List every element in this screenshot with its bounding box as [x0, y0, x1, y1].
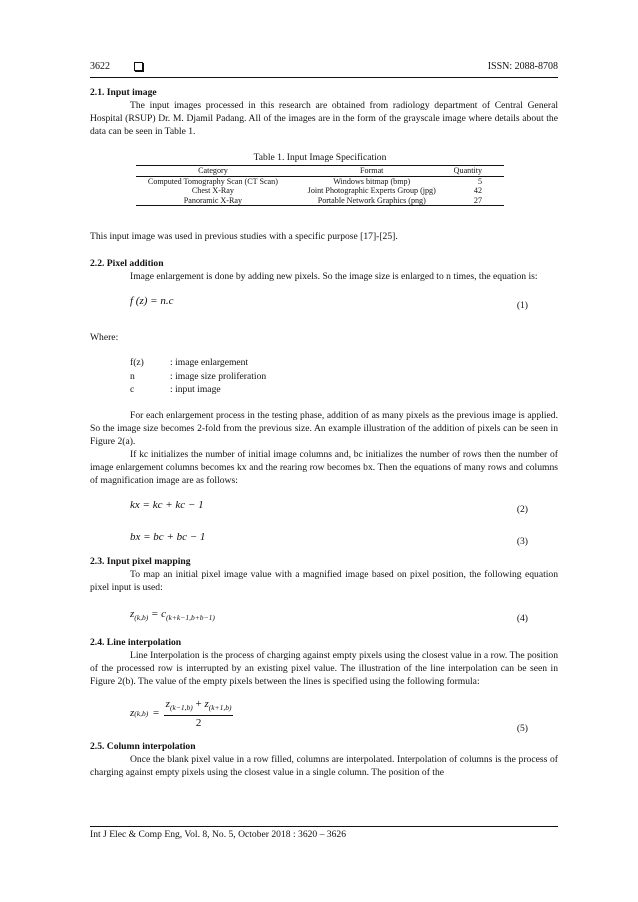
equation-number: (1) — [516, 300, 528, 312]
definition-symbol: c — [130, 384, 135, 396]
equation-2 — [90, 495, 558, 521]
table-row — [136, 196, 504, 206]
equation-5 — [90, 696, 558, 738]
equation-subscript: (k,b) — [134, 709, 149, 719]
table-cell: Panoramic X-Ray — [136, 196, 290, 206]
equation-4 — [90, 604, 558, 630]
paragraph: Line Interpolation is the process of charging against empty pixels using the closest value in a row. The position of the processed row is interrupted by an existing pixel value. The illustration of the line interpolation can be seen in Figure 2(b). The value of the empty pixels between the lines is specified using the following formula: — [90, 649, 558, 687]
equation-symbol: + — [192, 697, 205, 710]
table-caption: Table 1. Input Image Specification — [253, 152, 387, 163]
table-header-row — [136, 166, 504, 177]
table-1 — [136, 152, 504, 206]
paragraph: This input image was used in previous studies with a specific purpose [17]-[25]. — [90, 231, 398, 243]
column-header: Quantity — [454, 166, 504, 177]
equation-symbol: z — [130, 607, 135, 620]
table-cell: 5 — [477, 176, 482, 186]
paragraph: Image enlargement is done by adding new pixels. So the image size is enlarged to n times, the equation is: — [130, 271, 538, 283]
definition-row — [130, 356, 558, 370]
paragraph: The input images processed in this research are obtained from radiology department of Central General Hospital (RSUP) Dr. M. Djamil Padang. All of the images are in the form of the grayscale image where details about the data can be seen in Table 1. — [90, 100, 558, 137]
equation-symbol: = c — [150, 607, 167, 620]
header-divider — [90, 77, 558, 78]
fraction-denominator: 2 — [195, 717, 202, 730]
equation-1 — [90, 291, 558, 317]
where-label: Where: — [90, 332, 119, 344]
table-cell: Portable Network Graphics (png) — [290, 196, 454, 206]
equation-symbol: = — [152, 707, 160, 720]
footer-divider — [90, 826, 558, 827]
definition-symbol: f(z) — [130, 357, 144, 369]
equation-subscript: (k−1,b) — [169, 703, 193, 713]
section-heading-column-interpolation: 2.5. Column interpolation — [90, 740, 196, 752]
definition-list — [130, 356, 558, 397]
equation-expression — [130, 608, 215, 624]
column-header: Category — [136, 166, 290, 177]
spec-table — [136, 165, 504, 206]
page-footer: Int J Elec & Comp Eng, Vol. 8, No. 5, October 2018 : 3620 – 3626 — [90, 829, 346, 840]
table-cell: Joint Photographic Experts Group (jpg) — [307, 186, 436, 196]
column-header: Format — [290, 166, 454, 177]
paragraph: Once the blank pixel value in a row filled, columns are interpolated. Interpolation of columns is the process of charging against empty pixels using the closest value in a single column. The position of the — [90, 753, 558, 778]
equation-symbol: z — [165, 697, 170, 710]
section-heading-input-image: 2.1. Input image — [90, 87, 157, 98]
paragraph: To map an initial pixel image value with a magnified image based on pixel position, the following equation pixel input is used: — [90, 568, 558, 593]
table-cell: 27 — [454, 196, 504, 206]
equation-subscript: (k+k−1,b+b−1) — [166, 613, 215, 623]
definition-row — [130, 383, 558, 397]
equation-subscript: (k+1,b) — [208, 703, 232, 713]
fraction-numerator — [164, 698, 234, 716]
table-row — [136, 186, 504, 196]
equation-expression: bx = bc + bc − 1 — [130, 530, 206, 543]
equation-number: (2) — [516, 503, 528, 515]
equation-fraction — [164, 698, 234, 730]
equation-subscript: (k,b) — [134, 613, 149, 623]
equation-symbol: z — [204, 697, 209, 710]
paragraph: If kc initializes the number of initial image columns and, bc initializes the number of rows then the number of image enlargement columns becomes kx and the rearing row becomes bx. Then the equations of many rows and columns of magnification image are as follows: — [90, 448, 558, 486]
table-cell: Windows bitmap (bmp) — [333, 176, 411, 186]
equation-expression: kx = kc + kc − 1 — [130, 498, 204, 511]
section-heading-line-interpolation: 2.4. Line interpolation — [90, 636, 182, 648]
equation-expression — [130, 698, 233, 730]
equation-expression: f (z) = n.c — [130, 295, 174, 308]
issn-label: ISSN: 2088-8708 — [487, 61, 558, 72]
definition-text: : image size proliferation — [170, 370, 267, 382]
equation-number: (5) — [516, 722, 528, 734]
equation-symbol: z — [130, 707, 135, 720]
page-number: 3622 — [90, 61, 110, 72]
definition-row — [130, 370, 558, 384]
table-cell: 42 — [473, 186, 482, 196]
table-row — [136, 176, 504, 186]
page-header — [90, 61, 558, 77]
equation-3 — [90, 527, 558, 553]
definition-text: : input image — [170, 384, 221, 396]
table-cell: Chest X-Ray — [191, 186, 234, 196]
definition-text: : image enlargement — [170, 357, 249, 369]
section-heading-pixel-addition: 2.2. Pixel addition — [90, 258, 164, 270]
equation-number: (3) — [516, 535, 528, 547]
article-body — [90, 86, 558, 779]
section-heading-input-pixel-mapping: 2.3. Input pixel mapping — [90, 555, 191, 567]
definition-symbol: n — [130, 370, 135, 382]
table-cell: Computed Tomography Scan (CT Scan) — [147, 176, 278, 186]
square-bullet-icon — [134, 62, 143, 71]
paragraph: For each enlargement process in the testing phase, addition of as many pixels as the previous image is applied. So the image size becomes 2-fold from the previous size. An example illustration of the addition of pixels can be seen in Figure 2(a). — [90, 409, 558, 447]
equation-number: (4) — [516, 612, 528, 624]
